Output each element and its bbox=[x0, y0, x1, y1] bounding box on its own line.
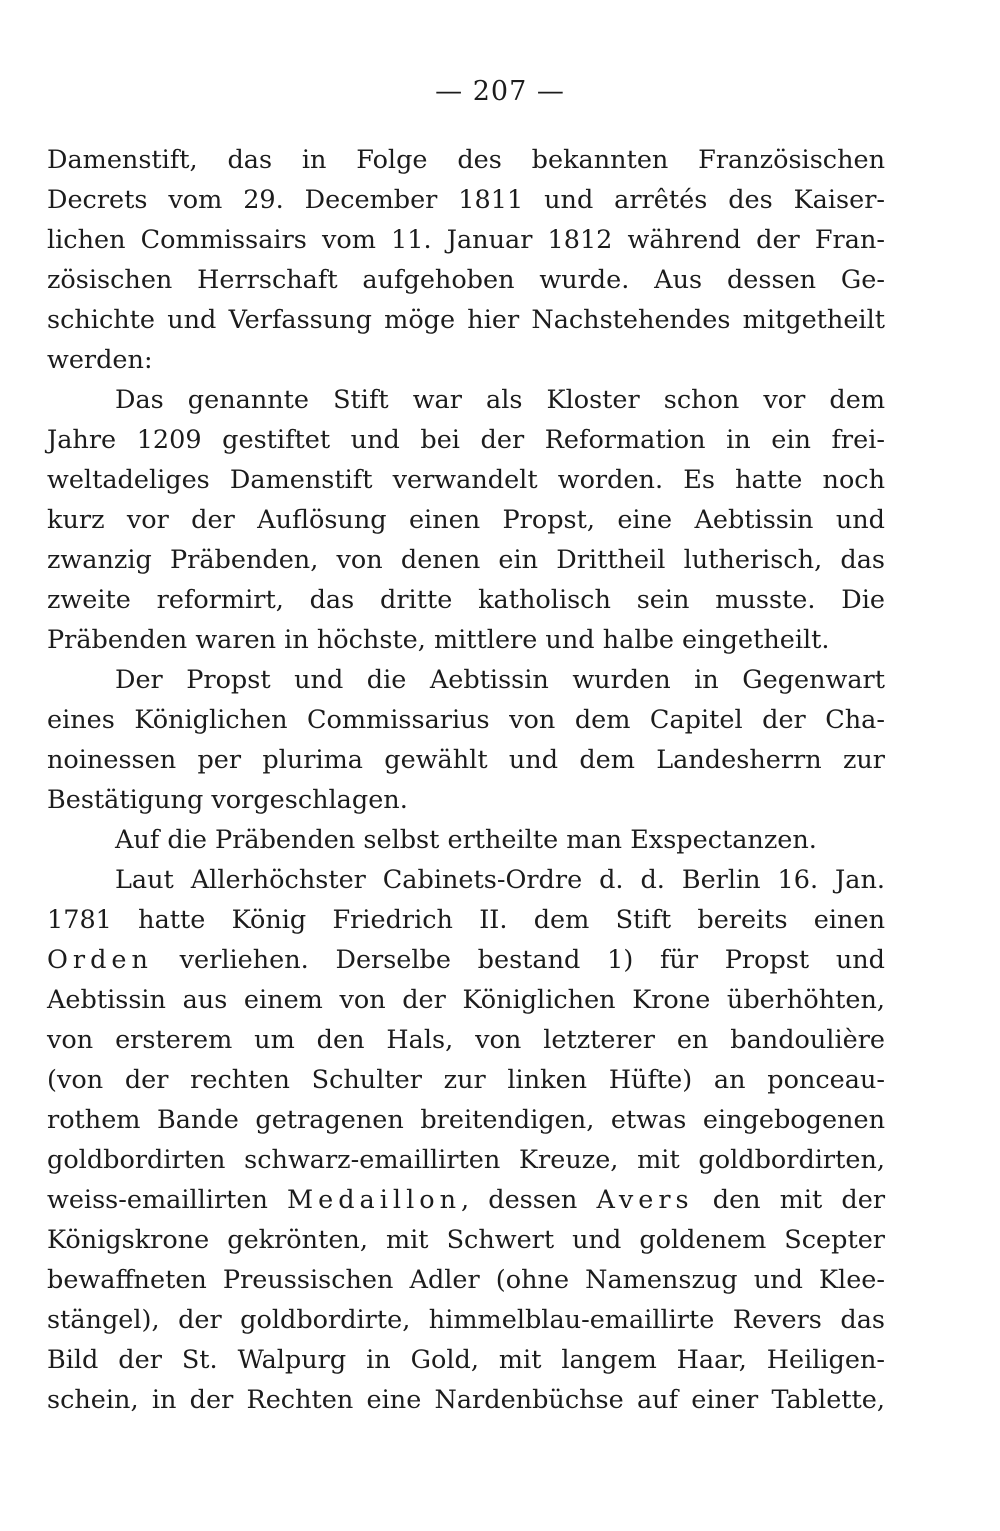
text-line: kurz vor der Auflösung einen Propst, eine Aebtissin und bbox=[47, 505, 885, 535]
spaced-emphasis: Avers bbox=[596, 1185, 694, 1215]
text-line bbox=[47, 1180, 885, 1220]
page-number: — 207 — bbox=[435, 76, 565, 107]
text-line: werden: bbox=[47, 345, 153, 375]
text-line: bewaffneten Preussischen Adler (ohne Namenszug und Klee- bbox=[47, 1265, 885, 1295]
text-run: den mit der bbox=[693, 1185, 886, 1215]
text-line: Bestätigung vorgeschlagen. bbox=[47, 785, 408, 815]
text-line: noinessen per plurima gewählt und dem Landesherrn zur bbox=[47, 745, 885, 775]
text-line: stängel), der goldbordirte, himmelblau-emaillirte Revers das bbox=[47, 1305, 885, 1335]
text-line: Decrets vom 29. December 1811 und arrêtés des Kaiser- bbox=[47, 185, 885, 215]
text-line: Damenstift, das in Folge des bekannten Französischen bbox=[47, 145, 885, 175]
spaced-emphasis: Medaillon bbox=[287, 1185, 462, 1215]
text-line bbox=[47, 940, 885, 980]
text-line: schichte und Verfassung möge hier Nachstehendes mitgetheilt bbox=[47, 305, 885, 335]
text-line: weltadeliges Damenstift verwandelt worden. Es hatte noch bbox=[47, 465, 885, 495]
text-line: rothem Bande getragenen breitendigen, etwas eingebogenen bbox=[47, 1105, 885, 1135]
spaced-emphasis: Orden bbox=[47, 945, 153, 975]
text-line: (von der rechten Schulter zur linken Hüfte) an ponceau- bbox=[47, 1065, 885, 1095]
text-line: von ersterem um den Hals, von letzterer en bandoulière bbox=[47, 1025, 885, 1055]
text-run: verliehen. Derselbe bestand 1) für Propst und bbox=[152, 945, 885, 975]
text-line: Der Propst und die Aebtissin wurden in Gegenwart bbox=[115, 665, 885, 695]
text-line: 1781 hatte König Friedrich II. dem Stift bereits einen bbox=[47, 905, 885, 935]
text-run: , dessen bbox=[461, 1185, 597, 1215]
text-line: Präbenden waren in höchste, mittlere und halbe eingetheilt. bbox=[47, 625, 830, 655]
text-line: zweite reformirt, das dritte katholisch sein musste. Die bbox=[47, 585, 885, 615]
text-line: zwanzig Präbenden, von denen ein Drittheil lutherisch, das bbox=[47, 545, 885, 575]
text-line: Bild der St. Walpurg in Gold, mit langem Haar, Heiligen- bbox=[47, 1345, 885, 1375]
text-line: Das genannte Stift war als Kloster schon vor dem bbox=[115, 385, 885, 415]
text-line: Auf die Präbenden selbst ertheilte man Exspectanzen. bbox=[115, 825, 817, 855]
text-line: goldbordirten schwarz-emaillirten Kreuze, mit goldbordirten, bbox=[47, 1145, 885, 1175]
text-line: zösischen Herrschaft aufgehoben wurde. Aus dessen Ge- bbox=[47, 265, 885, 295]
text-line: schein, in der Rechten eine Nardenbüchse auf einer Tablette, bbox=[47, 1385, 885, 1415]
text-line: Aebtissin aus einem von der Königlichen Krone überhöhten, bbox=[47, 985, 885, 1015]
text-line: eines Königlichen Commissarius von dem Capitel der Cha- bbox=[47, 705, 885, 735]
text-line: Königskrone gekrönten, mit Schwert und goldenem Scepter bbox=[47, 1225, 885, 1255]
text-line: Jahre 1209 gestiftet und bei der Reformation in ein frei- bbox=[47, 425, 885, 455]
text-run: weiss-emaillirten bbox=[47, 1185, 288, 1215]
text-line: lichen Commissairs vom 11. Januar 1812 während der Fran- bbox=[47, 225, 885, 255]
text-line: Laut Allerhöchster Cabinets-Ordre d. d. Berlin 16. Jan. bbox=[115, 865, 885, 895]
body-text bbox=[47, 140, 885, 1420]
